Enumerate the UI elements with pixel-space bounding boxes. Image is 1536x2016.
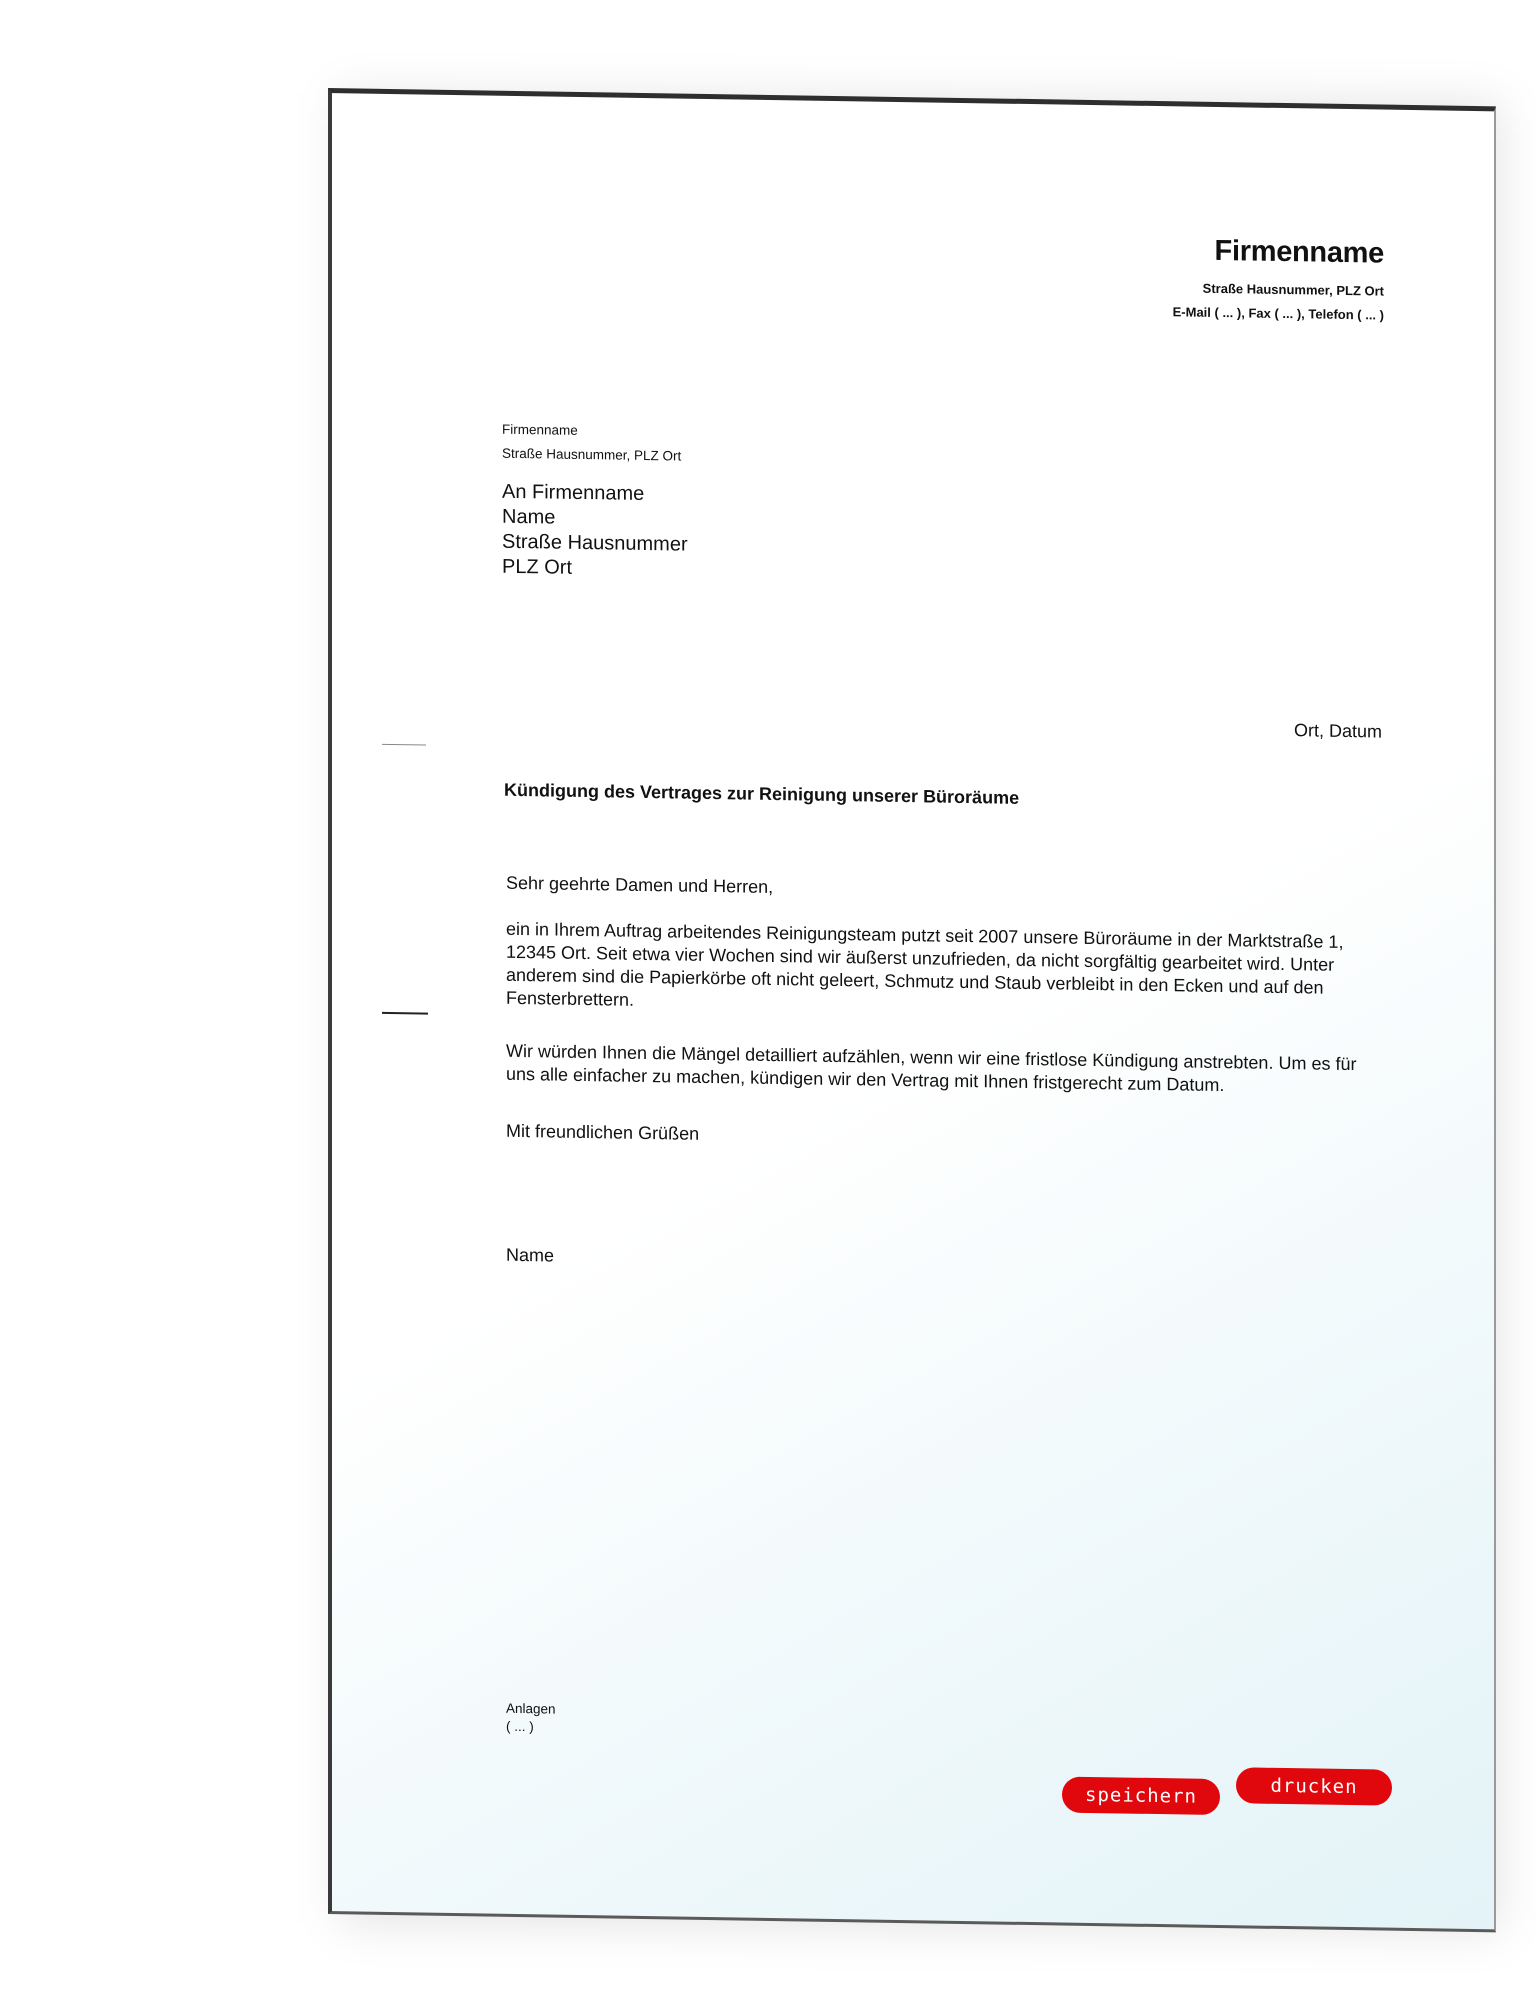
- body-paragraph: [506, 1040, 1386, 1100]
- punch-mark: [382, 1012, 428, 1015]
- letterhead-contact: E-Mail ( ... ), Fax ( ... ), Telefon ( ... ): [1172, 304, 1384, 323]
- attachments-value: ( ... ): [506, 1718, 534, 1735]
- letter-date: Ort, Datum: [1293, 720, 1382, 742]
- letterhead-address: Straße Hausnummer, PLZ Ort: [1202, 280, 1384, 299]
- recipient-line: An Firmenname: [502, 480, 645, 505]
- recipient-line: Name: [502, 505, 556, 529]
- save-button[interactable]: speichern: [1062, 1777, 1220, 1815]
- signature-name: Name: [506, 1244, 555, 1266]
- closing: Mit freundlichen Grüßen: [506, 1120, 700, 1144]
- recipient-address-block: [502, 480, 688, 583]
- paragraph-text: ein in Ihrem Auftrag arbeitendes Reinigungsteam putzt seit 2007 unsere Büroräume in der Marktstraße 1, 12345 Ort. Seit etwa vier Wochen sind wir äußerst unzufrieden, da nicht sorgfältig gearbeitet wird. Unter anderem sind die Papierkörbe oft nicht geleert, Schmutz und Staub verbleibt in den Ecken und auf den Fensterbrettern.: [506, 918, 1344, 1010]
- print-button[interactable]: drucken: [1236, 1767, 1392, 1805]
- fold-mark: [382, 744, 426, 746]
- recipient-line: PLZ Ort: [502, 555, 573, 579]
- attachments-label: Anlagen: [506, 1700, 556, 1717]
- salutation: Sehr geehrte Damen und Herren,: [506, 872, 774, 897]
- sender-name: Firmenname: [502, 421, 578, 438]
- letter-subject: Kündigung des Vertrages zur Reinigung unserer Büroräume: [504, 779, 1020, 808]
- letterhead-company-name: Firmenname: [1214, 234, 1384, 270]
- attachments-block: [506, 1700, 556, 1737]
- letter-page: [328, 88, 1496, 1932]
- paragraph-text: Wir würden Ihnen die Mängel detailliert aufzählen, wenn wir eine fristlose Kündigung anstrebten. Um es für uns alle einfacher zu machen, kündigen wir den Vertrag mit Ihnen fristgerecht zum Datum.: [506, 1040, 1357, 1096]
- recipient-line: Straße Hausnummer: [502, 530, 688, 556]
- sender-address: Straße Hausnummer, PLZ Ort: [502, 445, 682, 464]
- body-paragraph: [506, 918, 1386, 1024]
